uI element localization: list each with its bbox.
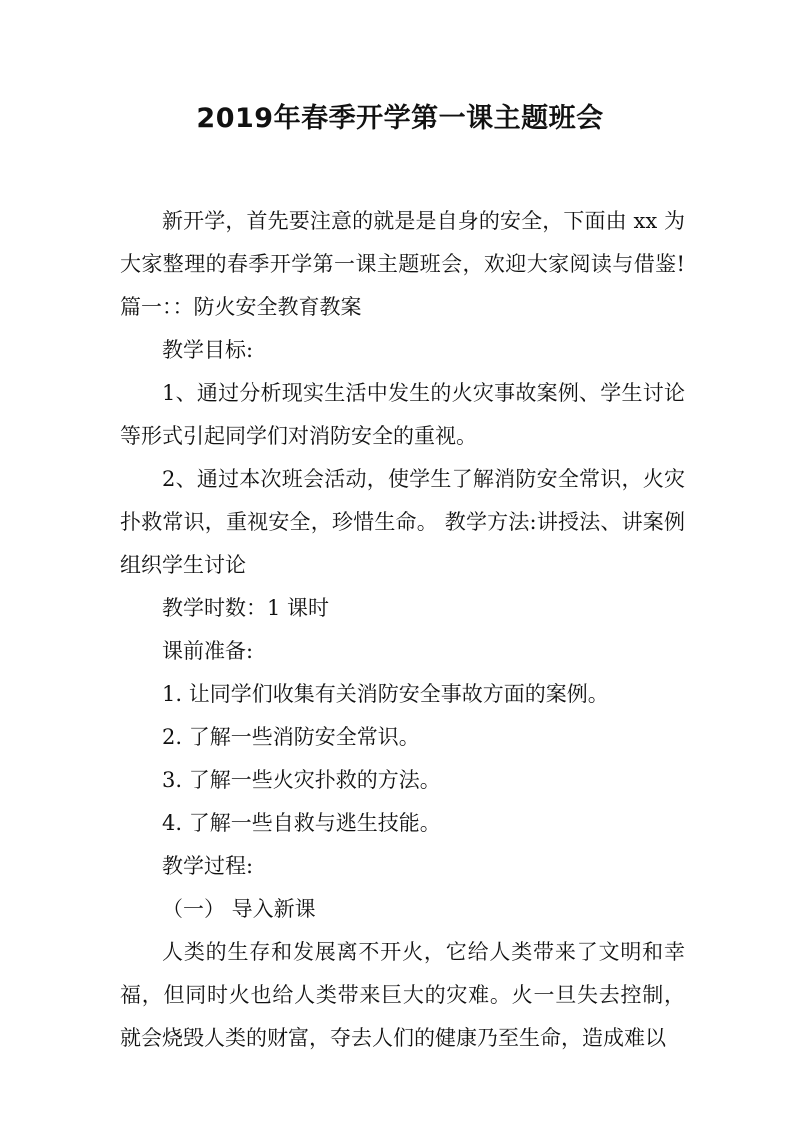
paragraph-introduction-text: 人类的生存和发展离不开火，它给人类带来了文明和幸福，但同时火也给人类带来巨大的灾难。火一旦失去控制，就会烧毁人类的财富，夺去人们的健康乃至生命，造成难以 <box>120 940 685 1050</box>
document-title: 2019年春季开学第一课主题班会 <box>196 103 604 134</box>
section-heading-introduction: （一） 导入新课 <box>162 897 316 921</box>
paragraph-goal-1: 1、通过分析现实生活中发生的火灾事故案例、学生讨论等形式引起同学们对消防安全的重视。 <box>120 381 685 448</box>
list-item-prep-2: 2. 了解一些消防安全常识。 <box>162 725 420 749</box>
list-item-prep-1: 1. 让同学们收集有关消防安全事故方面的案例。 <box>162 682 609 706</box>
list-item-prep-4: 4. 了解一些自救与逃生技能。 <box>162 811 441 835</box>
paragraph-goal-2: 2、通过本次班会活动，使学生了解消防安全常识，火灾扑救常识，重视安全，珍惜生命。 教学方法:讲授法、讲案例组织学生讨论 <box>120 467 685 577</box>
paragraph-process-heading: 教学过程: <box>162 854 254 878</box>
paragraph-class-hours: 教学时数：1 课时 <box>162 596 330 620</box>
list-item-prep-3: 3. 了解一些火灾扑救的方法。 <box>162 768 441 792</box>
paragraph-teaching-goals-heading: 教学目标: <box>162 338 254 362</box>
paragraph-intro: 新开学，首先要注意的就是是自身的安全，下面由 xx 为大家整理的春季开学第一课主题班会，欢迎大家阅读与借鉴!篇一：：防火安全教育教案 <box>120 209 685 319</box>
paragraph-preparation-heading: 课前准备: <box>162 639 254 663</box>
document-body <box>120 200 685 1060</box>
